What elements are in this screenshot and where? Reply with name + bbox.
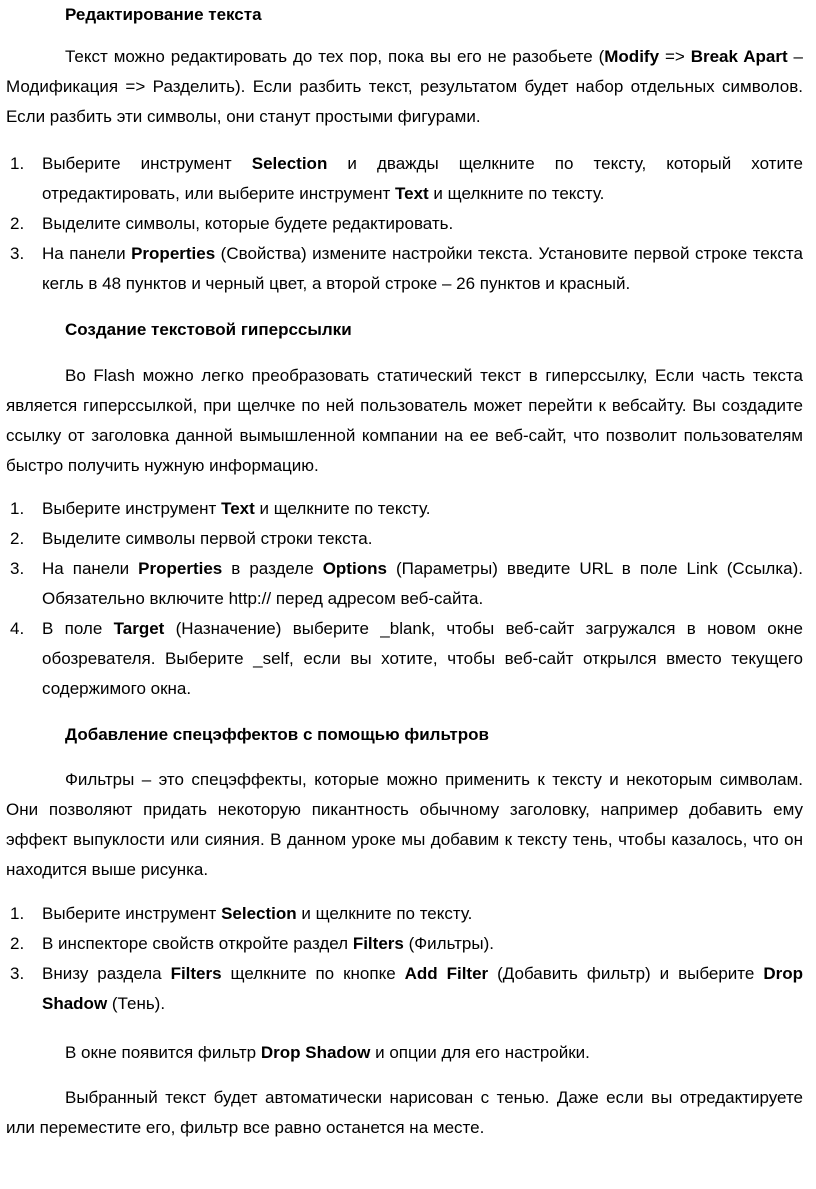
text-run: (Тень). [107,994,166,1013]
bold-term: Properties [131,244,216,263]
text-run: и щелкните по тексту. [428,184,605,203]
text-run: Внизу раздела [42,964,171,983]
text-run: Выделите символы, которые будете редактировать. [42,214,454,233]
bold-term: Drop Shadow [260,1043,371,1062]
list-number: 1. [10,499,25,518]
text-run: Выберите инструмент [42,499,222,518]
list-item [6,239,803,299]
text-run: и опции для его настройки. [370,1043,590,1062]
text-run: и щелкните по тексту. [296,904,473,923]
text-run: На панели [42,559,139,578]
section-heading-filters: Добавление спецэффектов с помощью фильтров [65,725,489,744]
paragraph-filter-closing [6,1083,803,1143]
paragraph-filter-note [6,1038,803,1068]
text-run: Фильтры – это спецэффекты, которые можно применить к тексту и некоторым символам. Они позволяют придать некоторую пикантность обычному заголовку, например добавить ему эффект выпуклости или сияния. В данном уроке мы добавим к тексту тень, чтобы казалось, что он находится выше рисунка. [6,770,803,879]
text-run: в разделе [222,559,323,578]
text-run: (Свойства) измените настройки текста. Установите первой строке текста кегль в 48 пунктов и черный цвет, а второй строке – 26 пунктов и красный. [42,244,803,293]
text-run: (Фильтры). [403,934,494,953]
list-number: 2. [10,529,25,548]
bold-term: Filters [352,934,404,953]
list-number: 2. [10,214,25,233]
text-run: и дважды щелкните по тексту, который хотите отредактировать, или выберите инструмент [42,154,803,203]
text-run: и щелкните по тексту. [254,499,431,518]
text-run: => [659,47,691,66]
text-run: (Добавить фильтр) и выберите [488,964,764,983]
text-run: (Параметры) введите URL в поле Link (Ссылка). Обязательно включите http:// перед адресом веб-сайта. [42,559,803,608]
bold-term: Drop Shadow [42,964,803,1013]
list-item [6,959,803,1019]
list-number: 3. [10,559,25,578]
steps-list-hyperlink [6,494,803,704]
list-item [6,209,803,239]
text-run: Выделите символы первой строки текста. [42,529,373,548]
bold-term: Filters [170,964,222,983]
paragraph-filters-intro [6,765,803,885]
bold-term: Text [395,184,429,203]
text-run: Текст можно редактировать до тех пор, пока вы его не разобьете ( [65,47,605,66]
paragraph-text-editing-intro [6,42,803,132]
list-item [6,899,803,929]
section-heading-hyperlink: Создание текстовой гиперссылки [65,320,352,339]
text-run: – Модификация => Разделить). Если разбить текст, результатом будет набор отдельных символов. Если разбить эти символы, они станут простыми фигурами. [6,47,803,126]
bold-term: Text [221,499,255,518]
text-run: В окне появится фильтр [65,1043,261,1062]
list-number: 4. [10,619,25,638]
bold-term: Break Apart [690,47,788,66]
bold-term: Selection [251,154,328,173]
text-run: В инспекторе свойств откройте раздел [42,934,353,953]
text-run: В поле [42,619,114,638]
bold-term: Target [113,619,165,638]
text-run: Выберите инструмент [42,154,252,173]
bold-term: Options [322,559,387,578]
list-number: 3. [10,244,25,263]
list-item [6,929,803,959]
steps-list-text-editing [6,149,803,299]
paragraph-hyperlink-intro [6,361,803,481]
text-run: Выбранный текст будет автоматически нарисован с тенью. Даже если вы отредактируете или переместите его, фильтр все равно останется на месте. [6,1088,803,1137]
list-number: 1. [10,154,25,173]
text-run: (Назначение) выберите _blank, чтобы веб-сайт загружался в новом окне обозревателя. Выберите _self, если вы хотите, чтобы веб-сайт открылся вместо текущего содержимого окна. [42,619,803,698]
list-item [6,149,803,209]
list-item [6,494,803,524]
list-number: 3. [10,964,25,983]
text-run: щелкните по кнопке [221,964,405,983]
text-run: Выберите инструмент [42,904,222,923]
bold-term: Modify [604,47,660,66]
text-run: На панели [42,244,132,263]
list-item [6,524,803,554]
list-item [6,614,803,704]
text-run: Во Flash можно легко преобразовать статический текст в гиперссылку, Если часть текста является гиперссылкой, при щелчке по ней пользователь может перейти к вебсайту. Вы создадите ссылку от заголовка данной вымышленной компании на ее веб-сайт, что позволит пользователям быстро получить нужную информацию. [6,366,803,475]
list-item [6,554,803,614]
list-number: 2. [10,934,25,953]
bold-term: Selection [221,904,297,923]
steps-list-filters [6,899,803,1019]
bold-term: Add Filter [404,964,489,983]
list-number: 1. [10,904,25,923]
section-heading-text-editing: Редактирование текста [65,5,262,24]
bold-term: Properties [138,559,223,578]
